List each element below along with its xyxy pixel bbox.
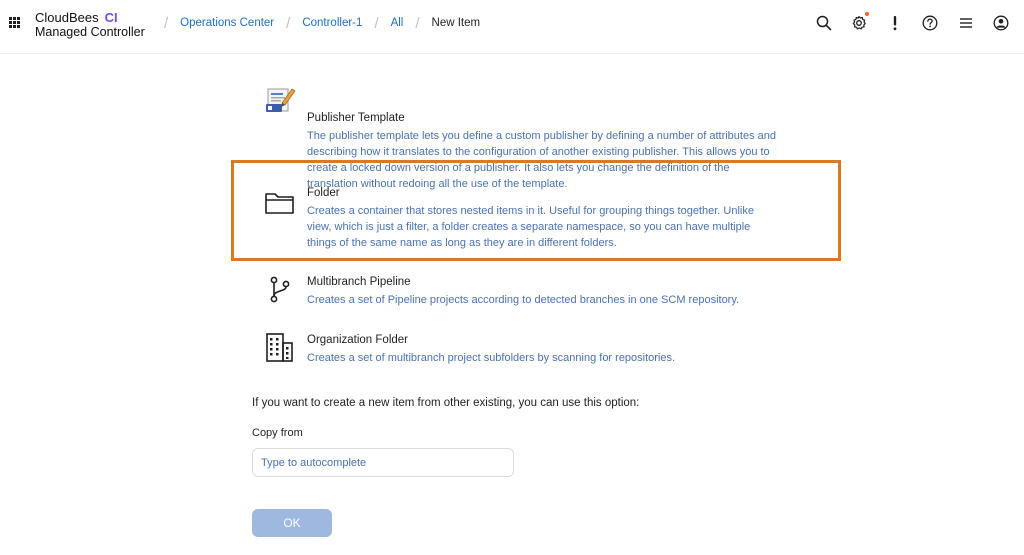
breadcrumb-separator: / [374, 14, 379, 32]
top-icons [797, 14, 1010, 32]
brand[interactable] [35, 10, 145, 40]
breadcrumb-separator: / [286, 14, 291, 32]
item-title: Publisher Template [307, 112, 405, 124]
item-description: Creates a container that stores nested items in it. Useful for grouping things together. Unlike view, which is just a filter, a folder creates a separate namespace, so you can have multiple things of the same name as long as they are in different folders. [307, 205, 754, 249]
item-description: Creates a set of multibranch project subfolders by scanning for repositories. [307, 352, 676, 364]
breadcrumb-operations-center[interactable]: Operations Center [180, 17, 275, 29]
ok-button[interactable]: OK [252, 509, 332, 537]
branch-icon [262, 274, 298, 310]
item-organization-folder[interactable] [252, 332, 812, 372]
folder-icon [262, 186, 298, 222]
search-icon[interactable] [815, 14, 833, 32]
brand-name: CloudBees [35, 10, 99, 25]
breadcrumb-new-item: New Item [431, 17, 481, 29]
breadcrumb-controller[interactable]: Controller-1 [302, 17, 363, 29]
item-description: Creates a set of Pipeline projects according to detected branches in one SCM repository. [307, 294, 740, 306]
breadcrumb-separator: / [415, 14, 420, 32]
item-title: Multibranch Pipeline [307, 276, 411, 288]
top-bar [0, 0, 1024, 54]
item-title: Organization Folder [307, 334, 408, 346]
notification-dot [865, 12, 869, 16]
item-folder[interactable] [252, 186, 812, 248]
brand-suffix: CI [104, 10, 118, 25]
publisher-template-icon [262, 82, 298, 118]
breadcrumb-separator: / [164, 14, 169, 32]
user-icon[interactable] [992, 14, 1010, 32]
item-title: Folder [307, 187, 340, 199]
brand-subtitle: Managed Controller [35, 25, 145, 39]
gear-icon[interactable] [850, 14, 868, 32]
copy-from-question: If you want to create a new item from other existing, you can use this option: [252, 397, 640, 409]
copy-from-input[interactable] [252, 448, 514, 477]
item-description: The publisher template lets you define a custom publisher by defining a number of attributes and describing how it translates to the configuration of another existing publisher. This allows you to create a locked down version of a publisher. It also lets you change the definition of the translation without redoing all the use of the template. [307, 130, 776, 190]
help-icon[interactable] [921, 14, 939, 32]
item-publisher-template[interactable] [252, 82, 812, 190]
brand-title [35, 10, 145, 25]
apps-grid-icon[interactable] [9, 17, 20, 28]
copy-from-label: Copy from [252, 427, 303, 439]
breadcrumb [152, 14, 480, 32]
alert-icon[interactable] [886, 14, 904, 32]
breadcrumb-all[interactable]: All [390, 17, 404, 29]
building-icon [262, 332, 298, 368]
item-multibranch-pipeline[interactable] [252, 274, 812, 314]
menu-icon[interactable] [957, 14, 975, 32]
